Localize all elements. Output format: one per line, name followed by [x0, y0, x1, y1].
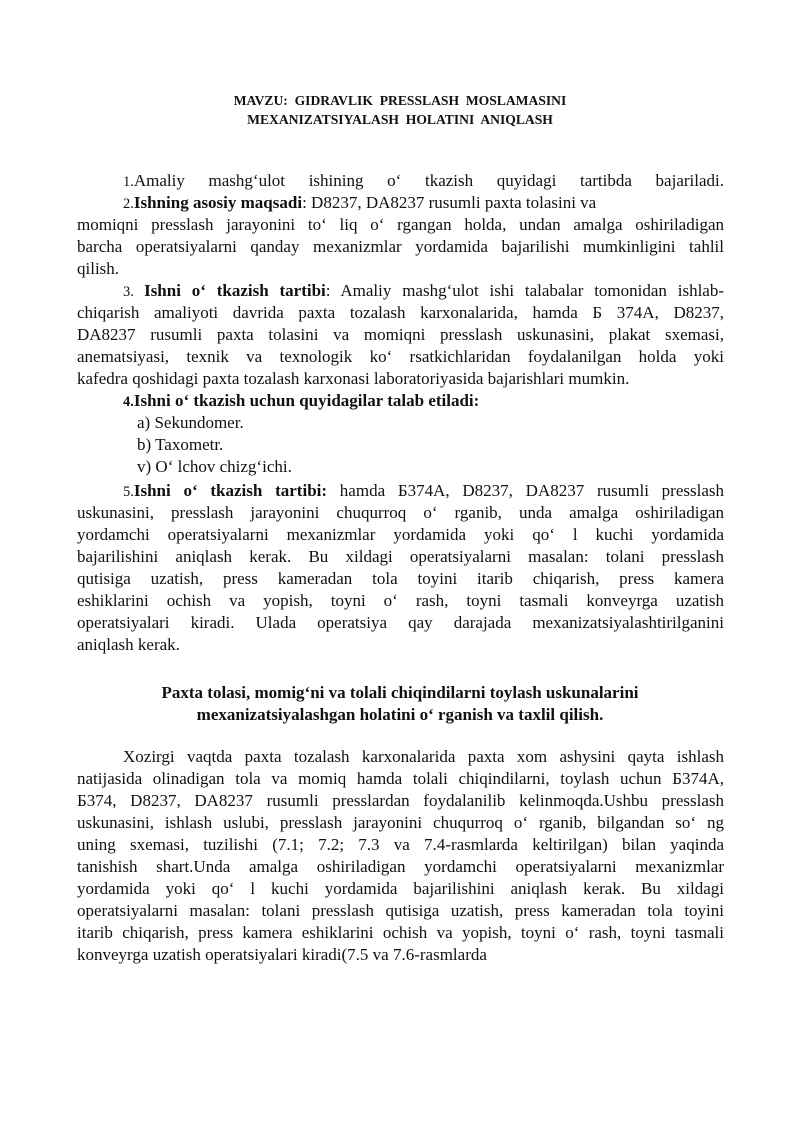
title-line-1: MAVZU: GIDRAVLIK PRESSLASH MOSLAMASINI	[233, 93, 567, 108]
paragraph-2-line-1	[77, 192, 724, 214]
paragraph-text: : Amaliy mashg‘ulot ishi talabalar tomonidan ishlab-	[325, 281, 725, 300]
list-item: a) Sekundomer.	[137, 413, 244, 432]
paragraph-3-line-2: chiqarish amaliyoti davrida paxta tozalash karxonalarida, hamda Б 374A, D8237,	[77, 303, 724, 322]
paragraph-heading: Ishni o‘ tkazish tartibi:	[133, 481, 328, 500]
paragraph-text: hamda Б374A, D8237, DA8237 rusumli presslash	[327, 481, 724, 500]
paragraph-5-line-6: eshiklarini ochish va yopish, toyni o‘ rash, toyni tasmali konveyrga uzatish	[77, 591, 724, 610]
paragraph-text: : D8237, DA8237 rusumli paxta tolasini va	[302, 193, 597, 212]
paragraph-4-heading	[77, 390, 724, 412]
list-item: b) Taxometr.	[137, 435, 224, 454]
paragraph-5-line-1	[77, 480, 724, 502]
body-line: yordamida yoki qo‘ l kuchi yordamida bajarilishini aniqlash kerak. Bu xildagi	[77, 879, 724, 898]
paragraph-number: 4.	[123, 394, 134, 410]
paragraph-5-line-4: bajarilishini aniqlash kerak. Bu xildagi operatsiyalarni masalan: tolani presslash	[77, 547, 724, 566]
body-line: Xozirgi vaqtda paxta tozalash karxonalarida paxta xom ashysini qayta ishlash	[123, 747, 724, 766]
title-line-2: MEXANIZATSIYALASH HOLATINI ANIQLASH	[247, 112, 553, 127]
body-line: itarib chiqarish, press kamera eshiklarini ochish va yopish, toyni o‘ rash, toyni tasmali	[77, 923, 724, 942]
body-line: operatsiyalarni masalan: tolani presslash qutisiga uzatish, press kameradan tola toyini	[77, 901, 724, 920]
body-line: Б374, D8237, DA8237 rusumli presslardan foydalanilib kelinmoqda.Ushbu presslash	[77, 791, 724, 810]
paragraph-number: 3.	[123, 284, 145, 300]
paragraph-2-line-3: barcha operatsiyalarni qanday mexanizmlar yordamida bajarilishi mumkinligini tahlil	[77, 237, 724, 256]
body-line: tanishish shart.Unda amalga oshiriladigan yordamchi operatsiyalarni mexanizmlar	[77, 857, 724, 876]
paragraph-number: 1.	[123, 174, 134, 190]
paragraph-5-line-2: uskunasini, presslash jarayonini chuqurroq o‘ rganib, unda amalga oshiriladigan	[77, 503, 724, 522]
paragraph-text: Amaliy mashg‘ulot ishining o‘ tkazish quyidagi tartibda bajariladi.	[133, 171, 724, 190]
paragraph-5-line-7: operatsiyalari kiradi. Ulada operatsiya qay darajada mexanizatsiyalashtirilganini	[77, 613, 724, 632]
paragraph-number: 2.	[123, 196, 134, 212]
paragraph-3-line-3: DA8237 rusumli paxta tolasini va momiqni presslash uskunasini, plakat sxemasi,	[77, 325, 724, 344]
body-line: uskunasini, ishlash uslubi, presslash jarayonini chuqurroq o‘ rganib, bilgandan so‘ ng	[77, 813, 724, 832]
paragraph-5-line-5: qutisiga uzatish, press kameradan tola toyini itarib chiqarish, press kamera	[77, 569, 724, 588]
section-heading-line-2: mexanizatsiyalashgan holatini o‘ rganish va taxlil qilish.	[196, 705, 604, 724]
paragraph-heading: Ishning asosiy maqsadi	[133, 193, 303, 212]
list-item: v) O‘ lchov chizg‘ichi.	[137, 457, 292, 476]
paragraph-3-line-5: kafedra qoshidagi paxta tozalash karxonasi laboratoriyasida bajarishlari mumkin.	[77, 369, 630, 388]
paragraph-number: 5.	[123, 484, 134, 500]
body-line: uning sxemasi, tuzilishi (7.1; 7.2; 7.3 va 7.4-rasmlarda keltirilgan) bilan yaqinda	[77, 835, 724, 854]
body-line: konveyrga uzatish operatsiyalari kiradi(7.5 va 7.6-rasmlarda	[77, 945, 487, 964]
document-title	[0, 91, 800, 129]
paragraph-heading: Ishni o‘ tkazish tartibi	[144, 281, 326, 300]
paragraph-2-line-2: momiqni presslash jarayonini to‘ liq o‘ rgangan holda, undan amalga oshiriladigan	[77, 215, 724, 234]
section-heading-line-1: Paxta tolasi, momig‘ni va tolali chiqindilarni toylash uskunalarini	[161, 683, 639, 702]
paragraph-heading: Ishni o‘ tkazish uchun quyidagilar talab etiladi:	[133, 391, 480, 410]
paragraph-3-line-4: anematsiyasi, texnik va texnologik ko‘ rsatkichlaridan foydalanilgan holda yoki	[77, 347, 724, 366]
paragraph-5-line-8: aniqlash kerak.	[77, 635, 180, 654]
paragraph-1	[77, 170, 724, 192]
paragraph-3-line-1	[77, 280, 724, 302]
paragraph-2-line-4: qilish.	[77, 259, 120, 278]
body-line: natijasida olinadigan tola va momiq hamda tolali chiqindilarni, toylash uchun Б374A,	[77, 769, 724, 788]
paragraph-5-line-3: yordamchi operatsiyalarni mexanizmlar yordamida yoki qo‘ l kuchi yordamida	[77, 525, 724, 544]
